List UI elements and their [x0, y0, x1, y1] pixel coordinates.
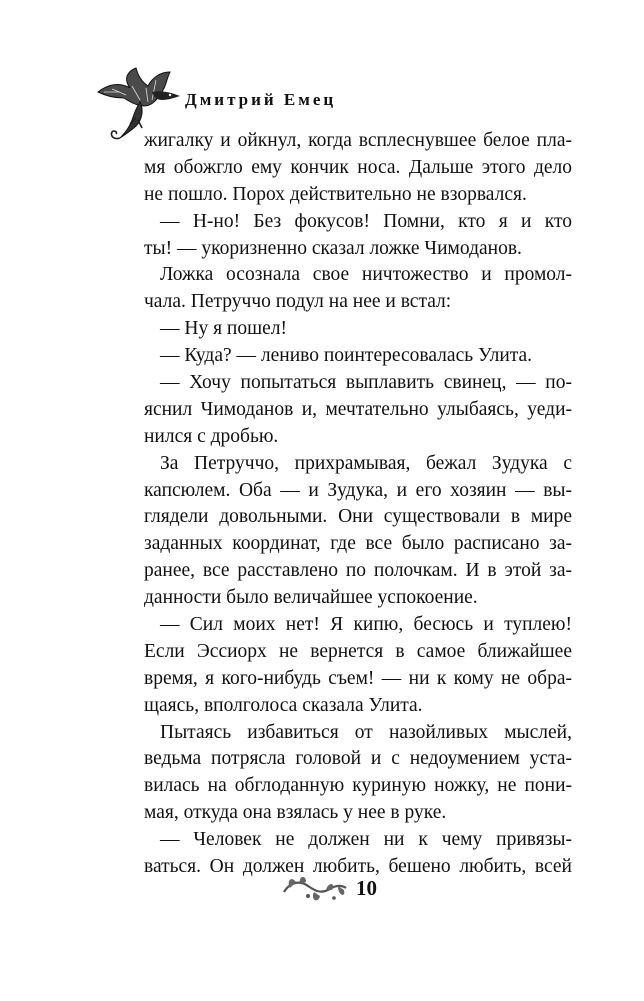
- text-line: глядели довольными. Они существовали в мире: [144, 506, 572, 528]
- text-line: ваться. Он должен любить, бешено любить, всей: [144, 856, 572, 878]
- text-line: Если Эссиорх не вернется в самое ближайшее: [144, 640, 572, 662]
- text-line: жигалку и ойкнул, когда всплеснувшее белое пла-: [144, 130, 572, 151]
- text-line: — Сил моих нет! Я кипю, бесюсь и туплею!: [160, 614, 572, 636]
- text-line: Ложка осознала свое ничтожество и промол-: [160, 264, 572, 286]
- text-line: ты! — укоризненно сказал ложке Чимоданов.: [144, 237, 522, 259]
- text-line: вилась на обглоданную куриную ножку, не пони-: [144, 775, 572, 797]
- page-body: [144, 128, 572, 881]
- text-line: мая, откуда она взялась у нее в руке.: [144, 802, 447, 824]
- page-number: 10: [356, 876, 377, 900]
- text-line: не пошло. Порох действительно не взорвался.: [144, 183, 527, 205]
- page-footer: [280, 872, 440, 912]
- text-line: нился с дробью.: [144, 425, 279, 447]
- text-line: капсюлем. Оба — и Зудука, и его хозяин — вы-: [144, 479, 572, 501]
- text-line: За Петруччо, прихрамывая, бежал Зудука с: [160, 452, 572, 474]
- text-line: — Ну я пошел!: [160, 318, 288, 340]
- text-line: мя обожгло ему кончик носа. Дальше этого дело: [144, 156, 572, 178]
- text-line: данности было величайшее успокоение.: [144, 587, 478, 609]
- text-line: время, я кого-нибудь съем! — ни к кому не обра-: [144, 667, 572, 689]
- text-line: заданных координат, где все было расписано за-: [144, 533, 572, 555]
- text-line: яснил Чимоданов и, мечтательно улыбаясь, уеди-: [144, 398, 572, 420]
- text-line: — Н-но! Без фокусов! Помни, кто я и кто: [160, 210, 572, 232]
- author-name: Дмитрий Емец: [185, 90, 337, 109]
- text-line: — Человек не должен ни к чему привязы-: [160, 829, 572, 851]
- text-line: чала. Петруччо подул на нее и встал:: [144, 291, 452, 313]
- vine-ornament-icon: [280, 872, 350, 908]
- text-line: — Куда? — лениво поинтересовалась Улита.: [160, 345, 533, 367]
- text-line: — Хочу попытаться выплавить свинец, — по-: [160, 372, 572, 394]
- text-line: Пытаясь избавиться от назойливых мыслей,: [160, 721, 572, 743]
- text-line: щаясь, вполголоса сказала Улита.: [144, 694, 423, 716]
- text-line: ведьма потрясла головой и с недоумением уста-: [144, 748, 572, 770]
- text-line: ранее, все расставлено по полочкам. И в этой за-: [144, 560, 572, 582]
